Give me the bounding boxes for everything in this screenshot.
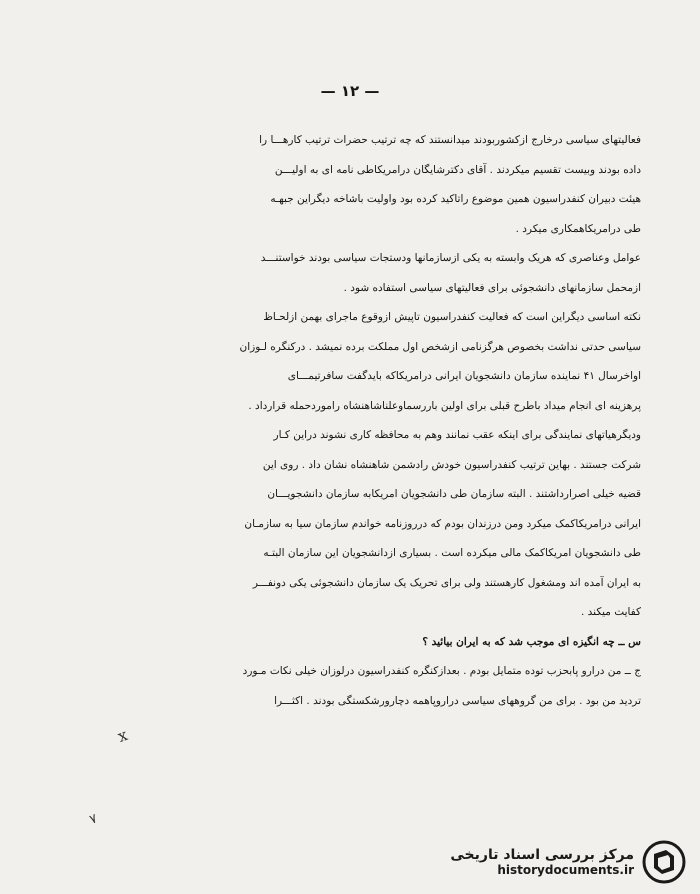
text-line: کفایت میکند . [580,606,641,618]
watermark-title: مرکز بررسی اسناد تاریخی [450,847,634,863]
text-line: سیاسی حدتی نداشت بخصوص هرگزنامی ازشخص اول مملکت برده نمیشد . درکنگره لـوزان [239,340,641,353]
text-line: ودیگرهیاتهای نمایندگی برای اینکه عقب نمانند وهم به محافظه کاری نشوند دراین کـار [273,429,641,441]
text-line: ایرانی درامریکاکمک میکرد ومن درزندان بودم که درروزنامه خواندم سازمان سیا به سازمـان [244,517,641,530]
watermark [450,840,686,884]
text-line: پرهزینه ای انجام میداد باطرح قبلی برای اولین باررسماوعلناشاهنشاه راموردحمله قرارداد . [248,399,641,412]
archive-logo-icon [642,840,686,884]
text-line: به ایران آمده اند ومشغول کارهستند ولی برای تحریک یک سازمان دانشجوئی یکی دونفـــر [252,576,641,589]
text-line: ازمحمل سازمانهای دانشجوئی برای فعالیتهای سیاسی استفاده شود . [343,281,641,294]
text-line: عوامل وعناصری که هریک وابسته به یکی ازسازمانها ودستجات سیاسی بودند خواستنـــد [260,252,641,264]
page-number: — ١٢ — [320,82,380,100]
text-line: داده بودند وبیست تقسیم میکردند . آقای دکترشایگان درامریکاطی نامه ای به اولیـــن [274,163,641,176]
text-line: قضیه خیلی اصرارداشتند . البته سازمان طی دانشجویان امریکابه سازمان دانشجویـــان [267,488,641,500]
handwritten-margin-mark: ٧ [87,811,100,828]
text-line: شرکت جستند . بهاین ترتیب کنفدراسیون خودش رادشمن شاهنشاه نشان داد . روی این [262,458,641,471]
answer-line: تردید من بود . برای من گروههای سیاسی دراروپاهمه دچارورشکستگی بودند . اکثـــرا [274,694,641,707]
text-line: طی درامریکاهمکاری میکرد . [515,222,641,235]
text-line: اواخرسال ۴۱ نماینده سازمان دانشجویان ایرانی درامریکاکه بایدگفت سافرتیمـــای [287,370,641,382]
text-line: نکته اساسی دیگراین است که فعالیت کنفدراسیون تاپیش ازوقوع ماجرای بهمن ازلحـاظ [263,311,641,323]
text-line: هیئت دبیران کنفدراسیون همین موضوع راتاکید کرده بود واولیت باشاخه دیگراین جبهـه [270,193,641,205]
question-line: س ــ چه انگیزه ای موجب شد که به ایران بیائید ؟ [422,635,641,648]
text-line: فعالیتهای سیاسی درخارج ازکشوربودند میدانستند که چه ترتیب حضرات ترتیب کارهـــا را [259,134,641,146]
handwritten-margin-mark: x [115,725,131,746]
answer-line: ج ــ من درارو پابحزب توده متمایل بودم . بعدازکنگره کنفدراسیون درلوزان خیلی نکات مـورد [242,665,641,677]
watermark-url: historydocuments.ir [497,863,634,877]
text-line: طی دانشجویان امریکاکمک مالی میکرده است . بسیاری ازدانشجویان این سازمان البتـه [263,547,641,559]
watermark-text [450,847,634,877]
document-body [76,126,641,716]
